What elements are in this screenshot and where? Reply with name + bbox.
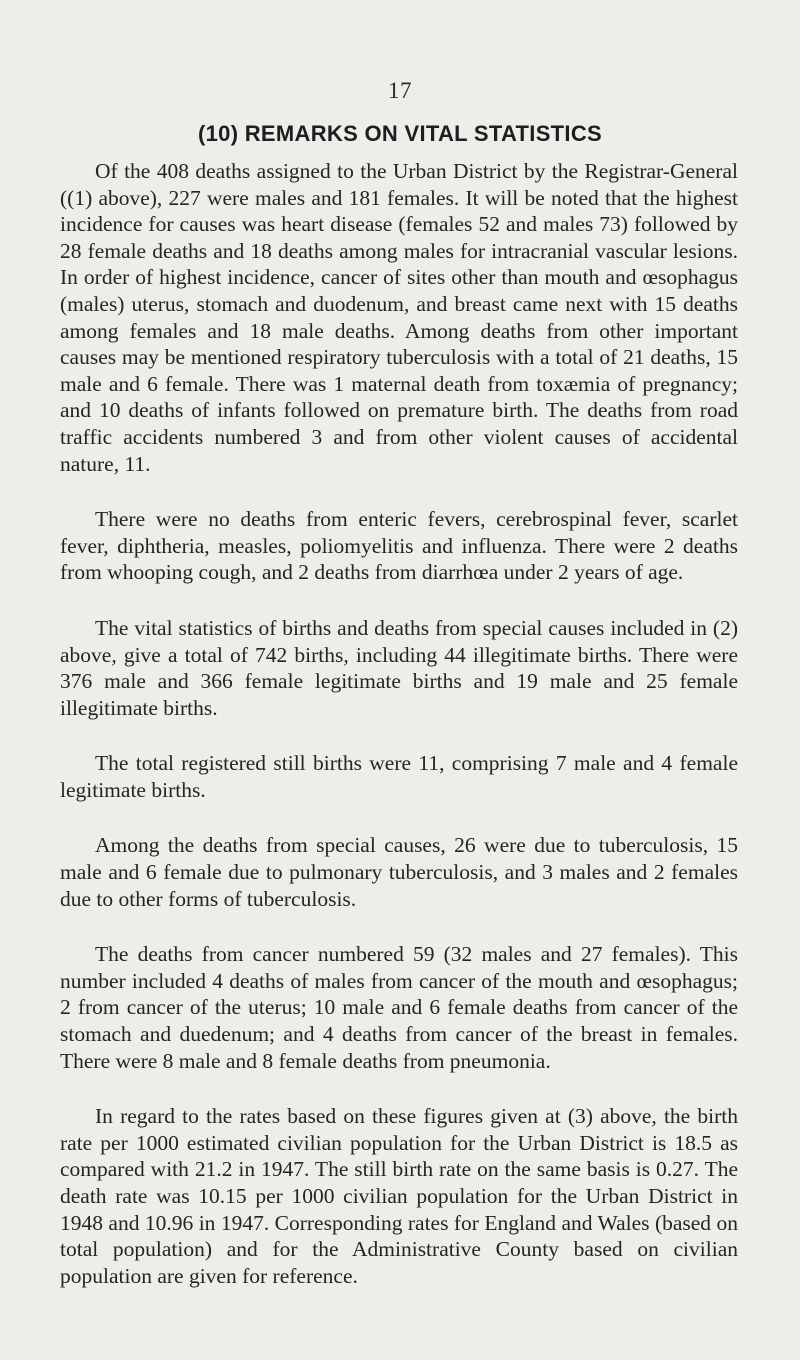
section-heading: (10) REMARKS ON VITAL STATISTICS [198,121,602,146]
paragraph-deaths-overview: Of the 408 deaths assigned to the Urban District by the Registrar-General ((1) above), 227 were males and 181 females. It will be noted that the highest incidence for causes was heart disease (females 52 and males 73) followed by 28 female deaths and 18 deaths among males for intracranial vascular lesions. In order of highest incidence, cancer of sites other than mouth and œsophagus (males) uterus, stomach and duodenum, and breast came next with 15 deaths among females and 18 male deaths. Among deaths from other important causes may be mentioned respiratory tuberculosis with a total of 21 deaths, 15 male and 6 female. There was 1 maternal death from toxæmia of pregnancy; and 10 deaths of infants followed on premature birth. The deaths from road traffic accidents numbered 3 and from other violent causes of accidental nature, 11. [60,159,738,476]
paragraph-no-deaths: There were no deaths from enteric fevers, cerebrospinal fever, scarlet fever, diphtheria, measles, poliomyelitis and influenza. There were 2 deaths from whooping cough, and 2 deaths from diarrhœa under 2 years of age. [60,507,738,585]
paragraph-cancer: The deaths from cancer numbered 59 (32 males and 27 females). This number included 4 deaths of males from cancer of the mouth and œsophagus; 2 from cancer of the uterus; 10 male and 6 female deaths from cancer of the stomach and duedenum; and 4 deaths from cancer of the breast in females. There were 8 male and 8 female deaths from pneumonia. [60,942,738,1073]
page-number: 17 [388,78,412,103]
paragraph-still-births: The total registered still births were 11, comprising 7 male and 4 female legitimate births. [60,751,738,802]
paragraph-rates: In regard to the rates based on these figures given at (3) above, the birth rate per 1000 estimated civilian population for the Urban District is 18.5 as compared with 21.2 in 1947. The still birth rate on the same basis is 0.27. The death rate was 10.15 per 1000 civilian population for the Urban District in 1948 and 10.96 in 1947. Corresponding rates for England and Wales (based on total population) and for the Administrative County based on civilian population are given for reference. [60,1104,738,1288]
body-text [60,158,738,1289]
paragraph-births: The vital statistics of births and deaths from special causes included in (2) above, give a total of 742 births, including 44 illegitimate births. There were 376 male and 366 female legitimate births and 19 male and 25 female illegitimate births. [60,615,738,720]
paragraph-tuberculosis: Among the deaths from special causes, 26 were due to tuberculosis, 15 male and 6 female due to pulmonary tuberculosis, and 3 males and 2 females due to other forms of tuberculosis. [60,833,738,911]
